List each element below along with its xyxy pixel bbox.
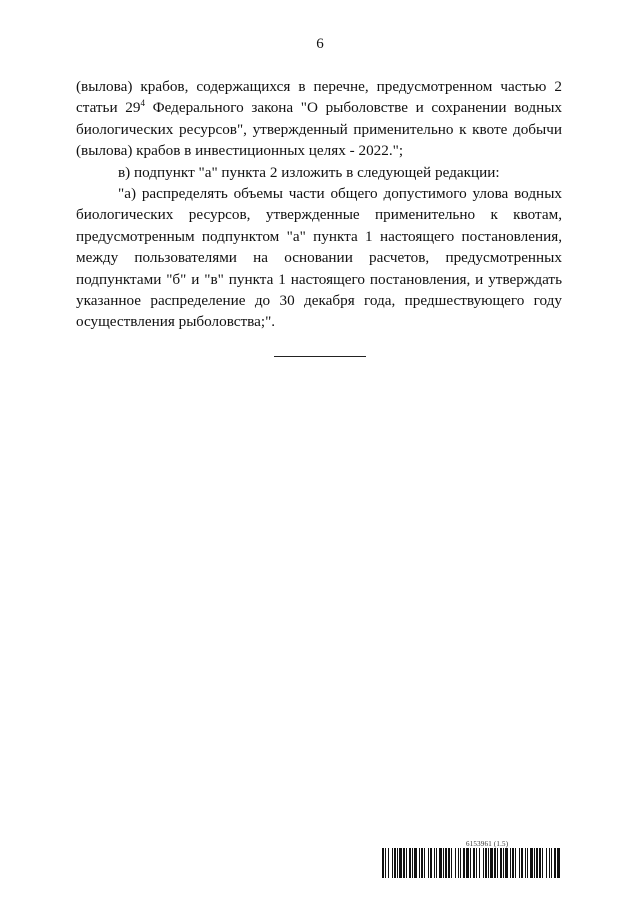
barcode-bar: [536, 848, 538, 878]
barcode-bar: [451, 848, 452, 878]
barcode-bar: [539, 848, 541, 878]
barcode-bar: [392, 848, 393, 878]
barcode-bar: [388, 848, 389, 878]
barcode-bar: [534, 848, 535, 878]
barcode-bar: [385, 848, 386, 878]
barcode: [382, 848, 560, 878]
barcode-bar: [463, 848, 465, 878]
barcode-bar: [515, 848, 516, 878]
barcode-bar: [521, 848, 523, 878]
barcode-bar: [527, 848, 528, 878]
barcode-bar: [428, 848, 429, 878]
barcode-bar: [512, 848, 514, 878]
paragraph-crab-list-text-1: (вылова) крабов, содержащихся в перечне, предусмотренном частью 2 статьи 29: [76, 78, 562, 117]
barcode-bar: [403, 848, 405, 878]
barcode-bar: [500, 848, 502, 878]
barcode-bar: [519, 848, 520, 878]
paragraph-subclause-a: "а) распределять объемы части общего допустимого улова водных биологических ресурсов, утвержденные применительно к квотам, предусмотренным подпунктом "а" пункта 1 настоящего постановления, между пользователями на основании расчетов, предусмотренных подпунктами "б" и "в" пункта 1 настоящего постановления, и утверждать указанное распределение до 30 декабря года, предшествующего году осуществления рыболовства;".: [76, 185, 562, 331]
barcode-bar: [455, 848, 456, 878]
barcode-bar: [494, 848, 496, 878]
barcode-bar: [424, 848, 425, 878]
barcode-bar: [406, 848, 407, 878]
barcode-bar: [557, 848, 560, 878]
end-separator-line: [274, 356, 366, 357]
barcode-bar: [382, 848, 384, 878]
barcode-bar: [419, 848, 420, 878]
barcode-bar: [434, 848, 435, 878]
barcode-bar: [525, 848, 526, 878]
barcode-bar: [546, 848, 547, 878]
barcode-bar: [448, 848, 450, 878]
barcode-bar: [394, 848, 396, 878]
barcode-bar: [421, 848, 423, 878]
barcode-bar: [439, 848, 442, 878]
barcode-bar: [483, 848, 484, 878]
barcode-bar: [505, 848, 508, 878]
paragraph-crab-list-text-2: Федерального закона "О рыболовстве и сохранении водных биологических ресурсов", утвержденный применительно к квоте добычи (вылова) крабов в инвестиционных целях - 2022.";: [76, 99, 563, 160]
document-code: 6153961 (1.5): [466, 840, 509, 848]
barcode-bar: [551, 848, 552, 878]
barcode-bar: [466, 848, 469, 878]
barcode-bar: [490, 848, 493, 878]
barcode-bar: [479, 848, 480, 878]
barcode-bar: [470, 848, 471, 878]
barcode-bar: [476, 848, 477, 878]
barcode-bar: [554, 848, 556, 878]
barcode-bar: [510, 848, 511, 878]
barcode-bar: [473, 848, 475, 878]
barcode-bar: [436, 848, 437, 878]
paragraph-subclause-v: в) подпункт "а" пункта 2 изложить в следующей редакции:: [118, 163, 500, 181]
barcode-bar: [414, 848, 417, 878]
barcode-bar: [542, 848, 543, 878]
paragraph-crab-list: [76, 76, 562, 162]
barcode-bar: [399, 848, 402, 878]
barcode-bar: [497, 848, 498, 878]
barcode-bar: [445, 848, 447, 878]
barcode-bar: [530, 848, 533, 878]
document-body: [76, 76, 562, 333]
barcode-bar: [549, 848, 550, 878]
barcode-bar: [488, 848, 489, 878]
barcode-bar: [430, 848, 432, 878]
barcode-bar: [412, 848, 413, 878]
page-number: 6: [316, 36, 324, 52]
barcode-bar: [503, 848, 504, 878]
barcode-bar: [460, 848, 461, 878]
barcode-bar: [485, 848, 487, 878]
article-superscript: 4: [140, 98, 145, 109]
barcode-bar: [458, 848, 459, 878]
barcode-bar: [443, 848, 444, 878]
barcode-bar: [397, 848, 398, 878]
barcode-bar: [409, 848, 411, 878]
